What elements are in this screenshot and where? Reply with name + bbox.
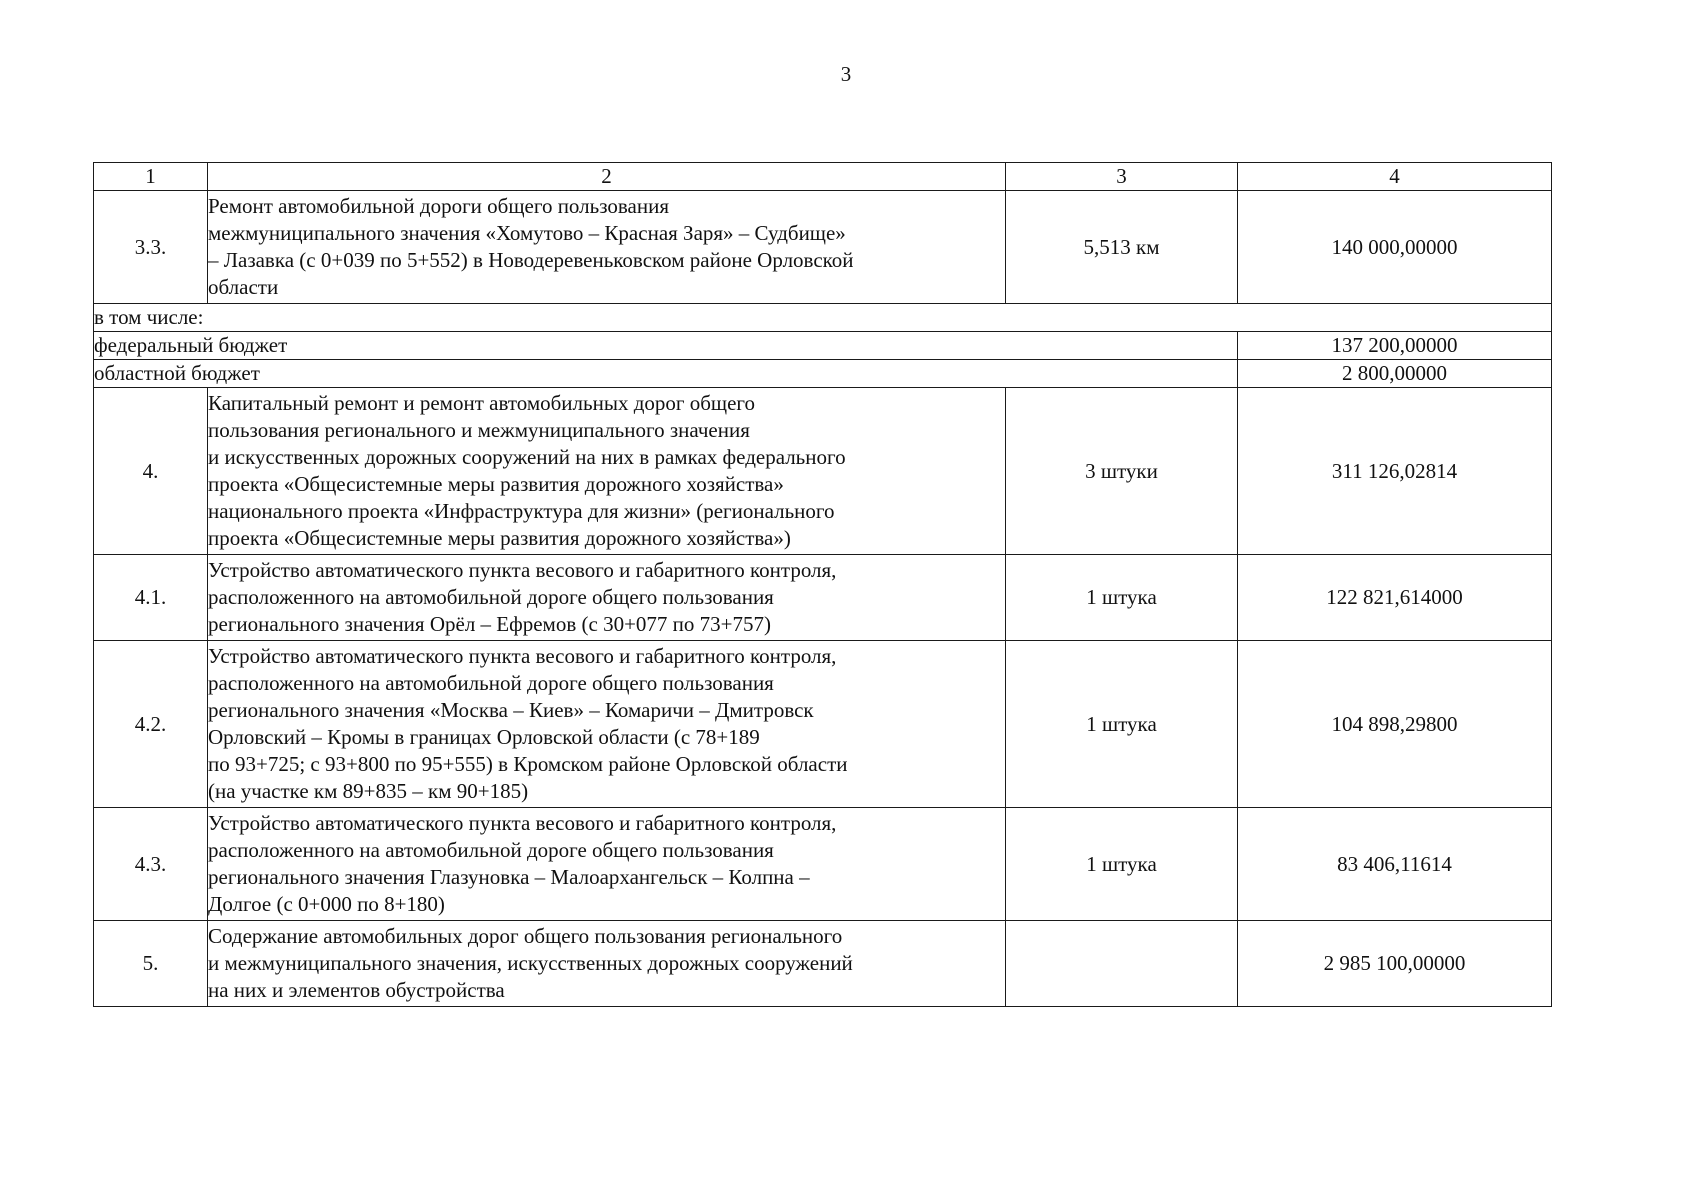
- description-line: Устройство автоматического пункта весового и габаритного контроля,: [208, 644, 837, 668]
- item-sum: 140 000,00000: [1238, 191, 1552, 304]
- description-line: по 93+725; с 93+800 по 95+555) в Кромском районе Орловской области: [208, 752, 848, 776]
- item-description: [208, 641, 1006, 808]
- item-description: [208, 808, 1006, 921]
- description-line: области: [208, 275, 279, 299]
- item-number: 3.3.: [94, 191, 208, 304]
- item-quantity: 5,513 км: [1006, 191, 1238, 304]
- description-line: Орловский – Кромы в границах Орловской области (с 78+189: [208, 725, 760, 749]
- item-quantity: 1 штука: [1006, 641, 1238, 808]
- regional-budget-row: [94, 360, 1552, 388]
- federal-budget-label: федеральный бюджет: [94, 332, 1238, 360]
- description-line: пользования регионального и межмуниципального значения: [208, 418, 750, 442]
- item-number: 4.3.: [94, 808, 208, 921]
- description-line: расположенного на автомобильной дороге общего пользования: [208, 838, 774, 862]
- description-line: национального проекта «Инфраструктура для жизни» (регионального: [208, 499, 835, 523]
- regional-budget-label: областной бюджет: [94, 360, 1238, 388]
- description-line: и межмуниципального значения, искусственных дорожных сооружений: [208, 951, 853, 975]
- item-description: [208, 555, 1006, 641]
- table-row: [94, 808, 1552, 921]
- table-row: [94, 641, 1552, 808]
- description-line: и искусственных дорожных сооружений на них в рамках федерального: [208, 445, 846, 469]
- description-line: регионального значения Глазуновка – Малоархангельск – Колпна –: [208, 865, 810, 889]
- table-row: [94, 921, 1552, 1007]
- description-line: Устройство автоматического пункта весового и габаритного контроля,: [208, 811, 837, 835]
- description-line: межмуниципального значения «Хомутово – Красная Заря» – Судбище»: [208, 221, 846, 245]
- breakdown-label: в том числе:: [94, 304, 1552, 332]
- breakdown-header-row: [94, 304, 1552, 332]
- item-sum: 83 406,11614: [1238, 808, 1552, 921]
- item-quantity: 1 штука: [1006, 555, 1238, 641]
- description-line: – Лазавка (с 0+039 по 5+552) в Новодеревеньковском районе Орловской: [208, 248, 854, 272]
- description-line: Долгое (с 0+000 по 8+180): [208, 892, 445, 916]
- description-line: регионального значения Орёл – Ефремов (с 30+077 по 73+757): [208, 612, 771, 636]
- description-line: расположенного на автомобильной дороге общего пользования: [208, 585, 774, 609]
- header-cell: 4: [1238, 163, 1552, 191]
- item-quantity: [1006, 921, 1238, 1007]
- header-cell: 2: [208, 163, 1006, 191]
- description-line: Содержание автомобильных дорог общего пользования регионального: [208, 924, 843, 948]
- item-number: 4.1.: [94, 555, 208, 641]
- header-cell: 1: [94, 163, 208, 191]
- regional-budget-sum: 2 800,00000: [1238, 360, 1552, 388]
- page-number: 3: [840, 62, 852, 86]
- item-sum: 2 985 100,00000: [1238, 921, 1552, 1007]
- description-line: Капитальный ремонт и ремонт автомобильных дорог общего: [208, 391, 756, 415]
- description-line: расположенного на автомобильной дороге общего пользования: [208, 671, 774, 695]
- item-description: [208, 388, 1006, 555]
- item-sum: 311 126,02814: [1238, 388, 1552, 555]
- description-line: регионального значения «Москва – Киев» – Комаричи – Дмитровск: [208, 698, 814, 722]
- table-row: [94, 555, 1552, 641]
- federal-budget-row: [94, 332, 1552, 360]
- item-sum: 122 821,614000: [1238, 555, 1552, 641]
- item-number: 4.2.: [94, 641, 208, 808]
- item-number: 4.: [94, 388, 208, 555]
- description-line: на них и элементов обустройства: [208, 978, 505, 1002]
- table-row: [94, 388, 1552, 555]
- description-line: Ремонт автомобильной дороги общего пользования: [208, 194, 669, 218]
- header-cell: 3: [1006, 163, 1238, 191]
- item-number: 5.: [94, 921, 208, 1007]
- item-description: [208, 921, 1006, 1007]
- description-line: проекта «Общесистемные меры развития дорожного хозяйства»): [208, 526, 791, 550]
- description-line: Устройство автоматического пункта весового и габаритного контроля,: [208, 558, 837, 582]
- table-header-row: [94, 163, 1552, 191]
- description-line: проекта «Общесистемные меры развития дорожного хозяйства»: [208, 472, 784, 496]
- description-line: (на участке км 89+835 – км 90+185): [208, 779, 529, 803]
- federal-budget-sum: 137 200,00000: [1238, 332, 1552, 360]
- works-table: [93, 162, 1552, 1007]
- item-sum: 104 898,29800: [1238, 641, 1552, 808]
- item-description: [208, 191, 1006, 304]
- item-quantity: 3 штуки: [1006, 388, 1238, 555]
- table-row: [94, 191, 1552, 304]
- item-quantity: 1 штука: [1006, 808, 1238, 921]
